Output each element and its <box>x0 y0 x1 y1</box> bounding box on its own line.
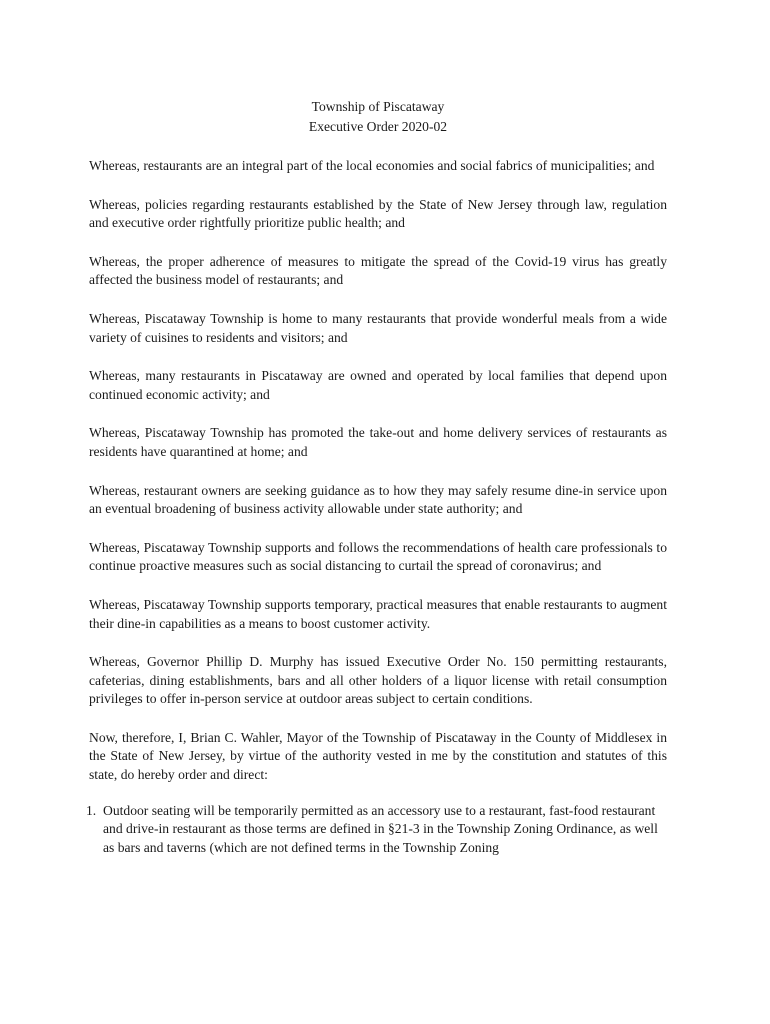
document-page <box>86 97 667 857</box>
paragraph: Whereas, Governor Phillip D. Murphy has issued Executive Order No. 150 permitting restaurants, cafeterias, dining establishments, bars and all other holders of a liquor license with retail consumption privileges to offer in-person service at outdoor areas subject to certain conditions. <box>89 654 667 707</box>
paragraph: Whereas, the proper adherence of measures to mitigate the spread of the Covid-19 virus has greatly affected the business model of restaurants; and <box>89 253 667 288</box>
paragraph: Whereas, Piscataway Township supports temporary, practical measures that enable restaurants to augment their dine-in capabilities as a means to boost customer activity. <box>89 596 667 631</box>
paragraph: Whereas, Piscataway Township is home to many restaurants that provide wonderful meals from a wide variety of cuisines to residents and visitors; and <box>89 310 667 345</box>
paragraph-order: Now, therefore, I, Brian C. Wahler, Mayor of the Township of Piscataway in the County of Middlesex in the State of New Jersey, by virtue of the authority vested in me by the constitution and statutes of this state, do hereby order and direct: <box>89 729 667 783</box>
paragraph: Whereas, many restaurants in Piscataway are owned and operated by local families that depend upon continued economic activity; and <box>89 368 667 402</box>
list-item-number: 1. <box>86 802 97 818</box>
paragraph: Whereas, Piscataway Township supports and follows the recommendations of health care professionals to continue proactive measures such as social distancing to curtail the spread of coronavirus; and <box>89 539 667 574</box>
document-title <box>89 97 667 136</box>
paragraph: Whereas, restaurant owners are seeking guidance as to how they may safely resume dine-in service upon an eventual broadening of business activity allowable under state authority; and <box>89 482 667 517</box>
title-executive-order: Executive Order 2020-02 <box>308 118 448 134</box>
order-list <box>86 802 667 858</box>
paragraph: Whereas, policies regarding restaurants established by the State of New Jersey through law, regulation and executive order rightfully prioritize public health; and <box>89 196 667 231</box>
paragraph: Whereas, restaurants are an integral part of the local economies and social fabrics of municipalities; and <box>89 158 655 173</box>
paragraph: Whereas, Piscataway Township has promoted the take-out and home delivery services of restaurants as residents have quarantined at home; and <box>89 425 667 459</box>
list-item <box>86 802 667 858</box>
list-item-text: Outdoor seating will be temporarily permitted as an accessory use to a restaurant, fast-food restaurant and drive-in restaurant as those terms are defined in §21-3 in the Township Zoning Ordinance, as well as bars and taverns (which are not defined terms in the Township Zoning <box>103 802 658 855</box>
title-township: Township of Piscataway <box>311 99 445 114</box>
